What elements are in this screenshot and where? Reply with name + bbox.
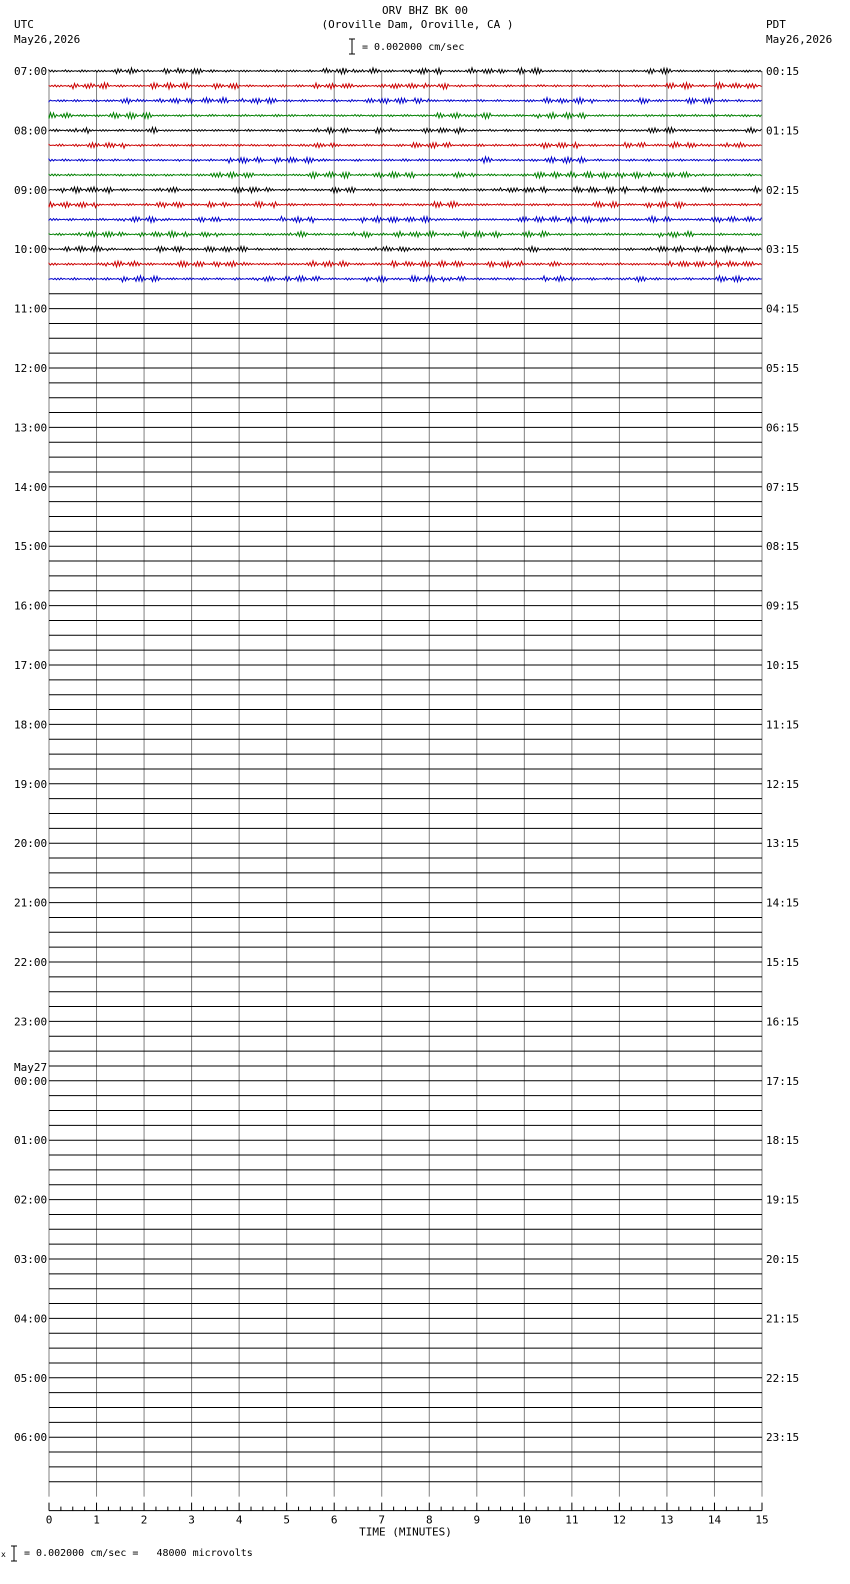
scale-label: = 0.002000 cm/sec bbox=[362, 42, 465, 53]
seismic-traces bbox=[49, 68, 762, 1482]
utc-time-label: 07:00 bbox=[14, 65, 48, 78]
right-timezone: PDT bbox=[766, 18, 786, 31]
x-tick-label: 12 bbox=[612, 1513, 627, 1527]
footer-mark: x bbox=[1, 1550, 6, 1559]
x-axis bbox=[46, 1503, 769, 1539]
utc-time-label: 18:00 bbox=[14, 718, 48, 732]
right-date: May26,2026 bbox=[766, 33, 833, 46]
x-tick-label: 7 bbox=[378, 1513, 386, 1527]
utc-time-label: 00:00 bbox=[14, 1074, 48, 1088]
x-tick-label: 2 bbox=[140, 1513, 148, 1527]
utc-time-label: 21:00 bbox=[14, 896, 48, 910]
pdt-time-label: 06:15 bbox=[766, 421, 800, 435]
footer-scale-label: = 0.002000 cm/sec = 48000 microvolts bbox=[24, 1548, 253, 1559]
pdt-time-label: 07:15 bbox=[766, 480, 800, 494]
x-tick-label: 13 bbox=[660, 1513, 674, 1527]
pdt-time-label: 16:15 bbox=[766, 1015, 800, 1029]
pdt-time-label: 02:15 bbox=[766, 183, 800, 197]
seismic-trace bbox=[49, 261, 762, 267]
utc-time-label: 06:00 bbox=[14, 1431, 48, 1445]
seismic-trace bbox=[49, 187, 762, 193]
x-tick-label: 15 bbox=[755, 1513, 769, 1527]
pdt-time-label: 13:15 bbox=[766, 837, 800, 851]
pdt-time-label: 21:15 bbox=[766, 1312, 800, 1326]
seismic-trace bbox=[49, 246, 762, 252]
pdt-hour-labels bbox=[766, 65, 799, 1444]
utc-time-label: 09:00 bbox=[14, 183, 48, 197]
pdt-time-label: 19:15 bbox=[766, 1193, 800, 1207]
utc-date-label: May27 bbox=[14, 1060, 48, 1074]
utc-time-label: 08:00 bbox=[14, 124, 48, 138]
pdt-time-label: 08:15 bbox=[766, 540, 800, 554]
footer-scale-bar-icon bbox=[11, 1546, 17, 1561]
utc-time-label: 11:00 bbox=[14, 302, 48, 316]
seismic-trace bbox=[49, 127, 762, 133]
utc-time-label: 23:00 bbox=[14, 1015, 48, 1029]
seismic-trace bbox=[49, 276, 762, 282]
pdt-time-label: 05:15 bbox=[766, 362, 800, 375]
pdt-time-label: 11:15 bbox=[766, 718, 800, 732]
utc-time-label: 05:00 bbox=[14, 1371, 48, 1385]
pdt-time-label: 03:15 bbox=[766, 243, 800, 257]
x-tick-label: 8 bbox=[425, 1513, 433, 1527]
x-tick-label: 5 bbox=[283, 1513, 290, 1527]
x-tick-label: 14 bbox=[707, 1513, 722, 1527]
utc-time-label: 16:00 bbox=[14, 599, 48, 613]
utc-time-label: 01:00 bbox=[14, 1134, 48, 1148]
utc-time-label: 19:00 bbox=[14, 777, 48, 791]
utc-time-label: 03:00 bbox=[14, 1253, 48, 1266]
x-tick-label: 0 bbox=[45, 1513, 53, 1527]
utc-time-label: 02:00 bbox=[14, 1193, 48, 1207]
x-tick-label: 1 bbox=[93, 1513, 100, 1527]
pdt-time-label: 22:15 bbox=[766, 1371, 800, 1385]
utc-time-label: 13:00 bbox=[14, 421, 48, 435]
pdt-time-label: 00:15 bbox=[766, 65, 800, 78]
x-axis-title: TIME (MINUTES) bbox=[359, 1525, 452, 1539]
station-title: ORV BHZ BK 00 bbox=[381, 4, 469, 17]
pdt-time-label: 23:15 bbox=[766, 1431, 800, 1445]
x-tick-label: 11 bbox=[565, 1513, 579, 1527]
seismic-trace bbox=[49, 216, 762, 222]
seismic-trace bbox=[49, 202, 762, 208]
pdt-time-label: 14:15 bbox=[766, 896, 800, 910]
utc-time-label: 20:00 bbox=[14, 837, 48, 851]
seismic-trace bbox=[49, 172, 762, 178]
x-tick-label: 10 bbox=[517, 1513, 531, 1527]
x-tick-label: 9 bbox=[473, 1513, 481, 1527]
utc-time-label: 15:00 bbox=[14, 540, 48, 554]
pdt-time-label: 10:15 bbox=[766, 659, 800, 672]
seismic-trace bbox=[49, 231, 762, 237]
utc-time-label: 14:00 bbox=[14, 480, 48, 494]
pdt-time-label: 01:15 bbox=[766, 124, 800, 138]
seismic-trace bbox=[49, 68, 762, 74]
seismic-trace bbox=[49, 83, 762, 89]
pdt-time-label: 15:15 bbox=[766, 956, 800, 969]
utc-time-label: 12:00 bbox=[14, 362, 48, 375]
left-date: May26,2026 bbox=[14, 33, 81, 46]
pdt-time-label: 17:15 bbox=[766, 1074, 800, 1088]
x-tick-label: 4 bbox=[235, 1513, 243, 1527]
left-timezone: UTC bbox=[14, 18, 34, 31]
utc-time-label: 17:00 bbox=[14, 659, 48, 672]
utc-time-label: 22:00 bbox=[14, 956, 48, 969]
x-tick-label: 3 bbox=[188, 1513, 195, 1527]
seismic-trace bbox=[49, 142, 762, 148]
pdt-time-label: 18:15 bbox=[766, 1134, 800, 1148]
utc-time-label: 10:00 bbox=[14, 243, 48, 257]
x-tick-label: 6 bbox=[330, 1513, 338, 1527]
seismic-trace bbox=[49, 157, 762, 163]
pdt-time-label: 09:15 bbox=[766, 599, 800, 613]
scale-bar-icon bbox=[349, 39, 355, 54]
pdt-time-label: 20:15 bbox=[766, 1253, 800, 1266]
utc-time-label: 04:00 bbox=[14, 1312, 48, 1326]
pdt-time-label: 04:15 bbox=[766, 302, 800, 316]
seismic-trace bbox=[49, 98, 762, 104]
pdt-time-label: 12:15 bbox=[766, 777, 800, 791]
seismic-trace bbox=[49, 113, 762, 119]
utc-hour-labels bbox=[14, 65, 47, 1444]
station-location: (Oroville Dam, Oroville, CA ) bbox=[321, 18, 514, 31]
